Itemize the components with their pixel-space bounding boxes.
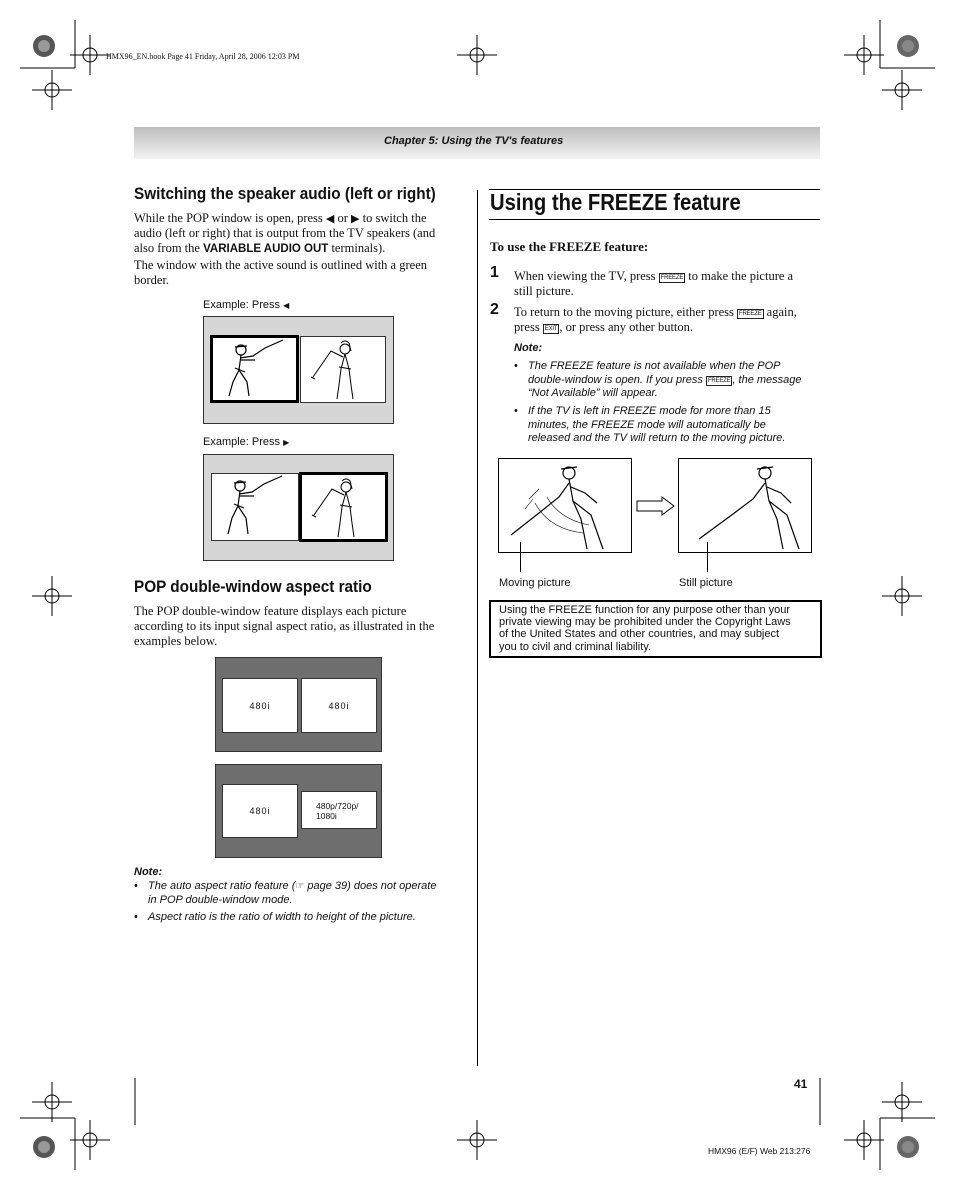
freeze-subheading: To use the FREEZE feature: <box>490 239 649 254</box>
warning-line4: you to civil and criminal liability. <box>499 640 652 653</box>
example-caption-right <box>203 436 289 448</box>
note1-line2: in POP double-window mode. <box>148 893 293 906</box>
pop-line3: examples below. <box>134 634 218 648</box>
right-note-2 <box>514 405 828 446</box>
aspect-diagram-480i-hd <box>215 764 382 858</box>
example-caption-left <box>203 299 289 311</box>
right-arrow-icon: ▶ <box>283 438 290 447</box>
pop-window-main <box>210 335 299 403</box>
moving-picture-caption: Moving picture <box>499 577 571 589</box>
note1-text-b: page 39) does not operate <box>307 880 437 892</box>
bullet: • <box>134 911 138 923</box>
p1-line3a: also from the <box>134 241 200 255</box>
bullet: • <box>134 880 138 892</box>
pop-window-sub <box>299 472 388 542</box>
freeze-key-icon: FREEZE <box>707 377 731 384</box>
p1-text-b: to switch the <box>362 211 427 225</box>
freeze-key-icon: FREEZE <box>660 275 684 281</box>
note2-text: Aspect ratio is the ratio of width to height of the picture. <box>148 911 416 923</box>
rnote2-line1: If the TV is left in FREEZE mode for more than 15 <box>528 405 771 417</box>
note1-text-a: The auto aspect ratio feature ( <box>148 880 296 892</box>
left-note-2 <box>134 911 468 925</box>
pop-window-sub <box>300 336 386 403</box>
aspect-label: 480i <box>328 700 350 711</box>
column-divider <box>477 190 478 1066</box>
example1-text: Example: Press <box>203 299 281 311</box>
right-arrow-icon: ▶ <box>351 212 360 225</box>
copyright-warning-box <box>489 600 822 658</box>
aspect-window-right <box>301 791 377 829</box>
step1-text-a: When viewing the TV, press <box>514 269 656 283</box>
golfer-figure <box>301 337 385 402</box>
p2-line1: The window with the active sound is outlined with a green <box>134 258 427 272</box>
step2-text-b: again, <box>766 305 797 319</box>
footer-code: HMX96 (E/F) Web 213:276 <box>708 1146 811 1156</box>
step2-text-a: To return to the moving picture, either press <box>514 305 734 319</box>
example2-text: Example: Press <box>203 436 281 448</box>
freeze-heading: Using the FREEZE feature <box>490 189 741 215</box>
p1-line3b: terminals). <box>331 241 386 255</box>
step-number-2: 2 <box>490 301 499 318</box>
aspect-diagram-480i-480i <box>215 657 382 752</box>
step-number-1: 1 <box>490 264 499 281</box>
still-picture-frame <box>678 458 812 553</box>
aspect-window-left <box>222 784 298 838</box>
aspect-label: 480i <box>249 806 271 816</box>
aspect-label-line1: 480p/720p/ <box>316 801 359 811</box>
aspect-window-right <box>301 678 377 733</box>
rnote2-line2: minutes, the FREEZE mode will automatically be <box>528 418 766 431</box>
rnote1-line2b: , the message <box>732 373 802 386</box>
left-note-1 <box>134 880 468 907</box>
p1-line2: audio (left or right) that is output from the TV speakers (and <box>134 226 436 240</box>
left-arrow-icon: ◀ <box>283 301 290 310</box>
chapter-header: Chapter 5: Using the TV's features <box>384 135 564 147</box>
heading-rule-bottom <box>489 219 820 220</box>
step2-line2b: , or press any other button. <box>559 320 694 334</box>
left-arrow-icon: ◀ <box>325 212 335 225</box>
moving-caption-leader <box>520 542 521 572</box>
batter-figure <box>213 338 296 400</box>
rnote1-line2a: double-window is open. If you press <box>528 373 703 386</box>
left-note-label: Note: <box>134 866 163 878</box>
variable-audio-out-label: VARIABLE AUDIO OUT <box>203 243 329 255</box>
paragraph-active-sound <box>134 258 427 288</box>
section-heading-speaker-audio: Switching the speaker audio (left or right) <box>134 184 436 203</box>
step-1 <box>514 269 793 299</box>
batter-figure <box>212 474 298 540</box>
aspect-label: 480i <box>249 700 271 711</box>
still-caption-leader <box>707 542 708 572</box>
step-2 <box>514 305 797 335</box>
step1-text-b: to make the picture a <box>688 269 794 283</box>
step1-line2: still picture. <box>514 284 574 298</box>
pop-window-main <box>211 473 299 541</box>
rnote1-line1: The FREEZE feature is not available when the POP <box>528 360 781 372</box>
bullet: • <box>514 360 518 372</box>
pop-example-left-active <box>203 316 394 424</box>
pop-line2: according to its input signal aspect ratio, as illustrated in the <box>134 619 435 633</box>
batter-motion-figure <box>499 459 631 552</box>
golfer-figure <box>302 475 385 539</box>
p2-line2: border. <box>134 273 170 287</box>
warning-line2: private viewing may be prohibited under the Copyright Laws <box>499 616 791 629</box>
right-note-1 <box>514 360 828 401</box>
batter-still-figure <box>679 459 811 552</box>
right-note-label: Note: <box>514 342 543 354</box>
aspect-label-line2: 1080i <box>316 811 337 821</box>
p1-text-a: While the POP window is open, press <box>134 211 323 225</box>
rnote1-line3: “Not Available” will appear. <box>528 387 658 399</box>
warning-line3: of the United States and other countries, and may subject <box>499 628 780 641</box>
freeze-key-icon: FREEZE <box>739 311 762 317</box>
section-heading-pop-aspect: POP double-window aspect ratio <box>134 577 372 596</box>
bullet: • <box>514 405 518 417</box>
paragraph-pop-aspect <box>134 604 434 649</box>
arrow-right-icon <box>636 496 676 516</box>
warning-line1: Using the FREEZE function for any purpose other than your <box>499 604 791 616</box>
page-number: 41 <box>794 1077 808 1091</box>
moving-picture-frame <box>498 458 632 553</box>
aspect-window-left <box>222 678 298 733</box>
p1-or: or <box>337 211 348 225</box>
exit-key-icon: EXIT <box>544 326 558 332</box>
pop-example-right-active <box>203 454 394 561</box>
rnote2-line3: released and the TV will return to the moving picture. <box>528 432 786 444</box>
still-picture-caption: Still picture <box>679 577 733 589</box>
pop-line1: The POP double-window feature displays each picture <box>134 604 407 618</box>
paragraph-speaker-audio <box>134 211 464 257</box>
reference-icon: ☞ <box>295 881 305 892</box>
step2-line2a: press <box>514 320 540 334</box>
print-header: HMX96_EN.book Page 41 Friday, April 28, 2006 12:03 PM <box>106 52 300 61</box>
